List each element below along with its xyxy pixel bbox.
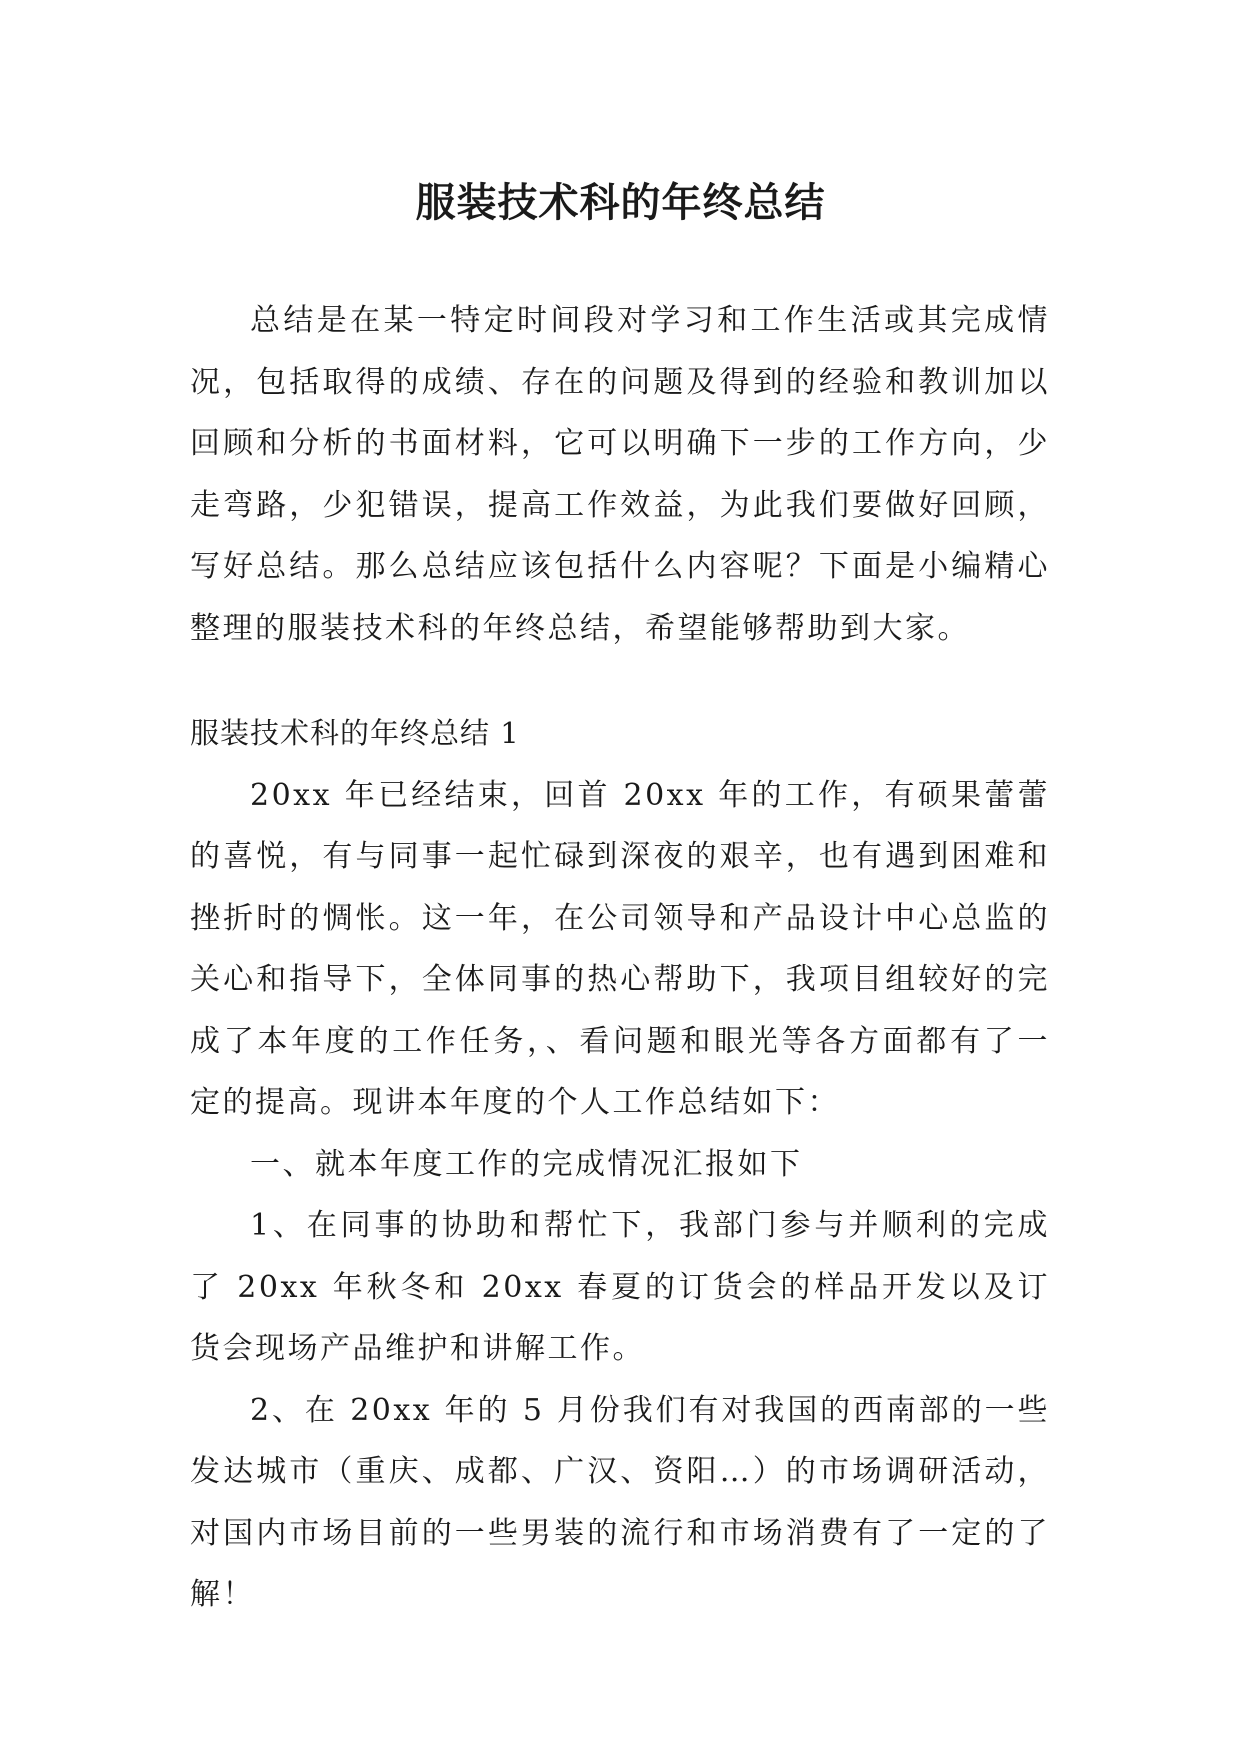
document-body (190, 290, 1050, 1626)
subheading-work-completion: 一、就本年度工作的完成情况汇报如下 (250, 1146, 803, 1182)
list-item-1: 1、在同事的协助和帮忙下，我部门参与并顺利的完成了 20xx 年秋冬和 20xx 春夏的订货会的样品开发以及订货会现场产品维护和讲解工作。 (190, 1208, 1050, 1366)
intro-paragraph: 总结是在某一特定时间段对学习和工作生活或其完成情况，包括取得的成绩、存在的问题及得到的经验和教训加以回顾和分析的书面材料，它可以明确下一步的工作方向，少走弯路，少犯错误，提高工作效益，为此我们要做好回顾，写好总结。那么总结应该包括什么内容呢？下面是小编精心整理的服装技术科的年终总结，希望能够帮助到大家。 (190, 303, 1050, 646)
body-paragraph-1: 20xx 年已经结束，回首 20xx 年的工作，有硕果蕾蕾的喜悦，有与同事一起忙碌到深夜的艰辛，也有遇到困难和挫折时的惆怅。这一年，在公司领导和产品设计中心总监的关心和指导下，全体同事的热心帮助下，我项目组较好的完成了本年度的工作任务，、看问题和眼光等各方面都有了一定的提高。现讲本年度的个人工作总结如下： (190, 777, 1050, 1120)
document-title: 服装技术科的年终总结 (415, 179, 826, 226)
section-heading: 服装技术科的年终总结 1 (190, 716, 520, 750)
list-item-2: 2、在 20xx 年的 5 月份我们有对我国的西南部的一些发达城市（重庆、成都、广汉、资阳…）的市场调研活动，对国内市场目前的一些男装的流行和市场消费有了一定的了解！ (190, 1392, 1050, 1612)
